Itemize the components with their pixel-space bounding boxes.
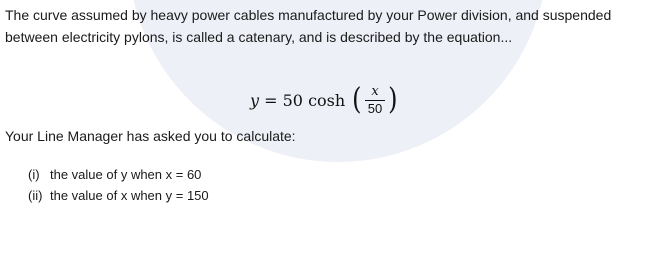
task-item-2-text: the value of x when y = 150 xyxy=(50,188,209,203)
task-intro: Your Line Manager has asked you to calculate: xyxy=(5,128,296,144)
intro-paragraph xyxy=(5,4,645,48)
equation-lhs: y = 50 cosh xyxy=(250,90,346,110)
fraction-numerator: x xyxy=(371,83,379,99)
equation-open-paren: ( xyxy=(352,82,362,117)
catenary-equation xyxy=(250,82,400,118)
intro-line-1: The curve assumed by heavy power cables manufactured by your Power division, and suspended xyxy=(5,7,612,23)
fraction-denominator: 50 xyxy=(367,100,383,116)
equation-close-paren: ) xyxy=(388,82,398,117)
intro-line-2: between electricity pylons, is called a catenary, and is described by the equation... xyxy=(5,29,513,45)
task-item-1-label: (i) xyxy=(28,167,40,182)
task-item-2 xyxy=(28,185,209,206)
task-item-1 xyxy=(28,164,209,185)
equation-fraction xyxy=(365,85,385,116)
task-list xyxy=(28,164,209,206)
task-item-2-label: (ii) xyxy=(28,188,43,203)
task-item-1-text: the value of y when x = 60 xyxy=(50,167,202,182)
